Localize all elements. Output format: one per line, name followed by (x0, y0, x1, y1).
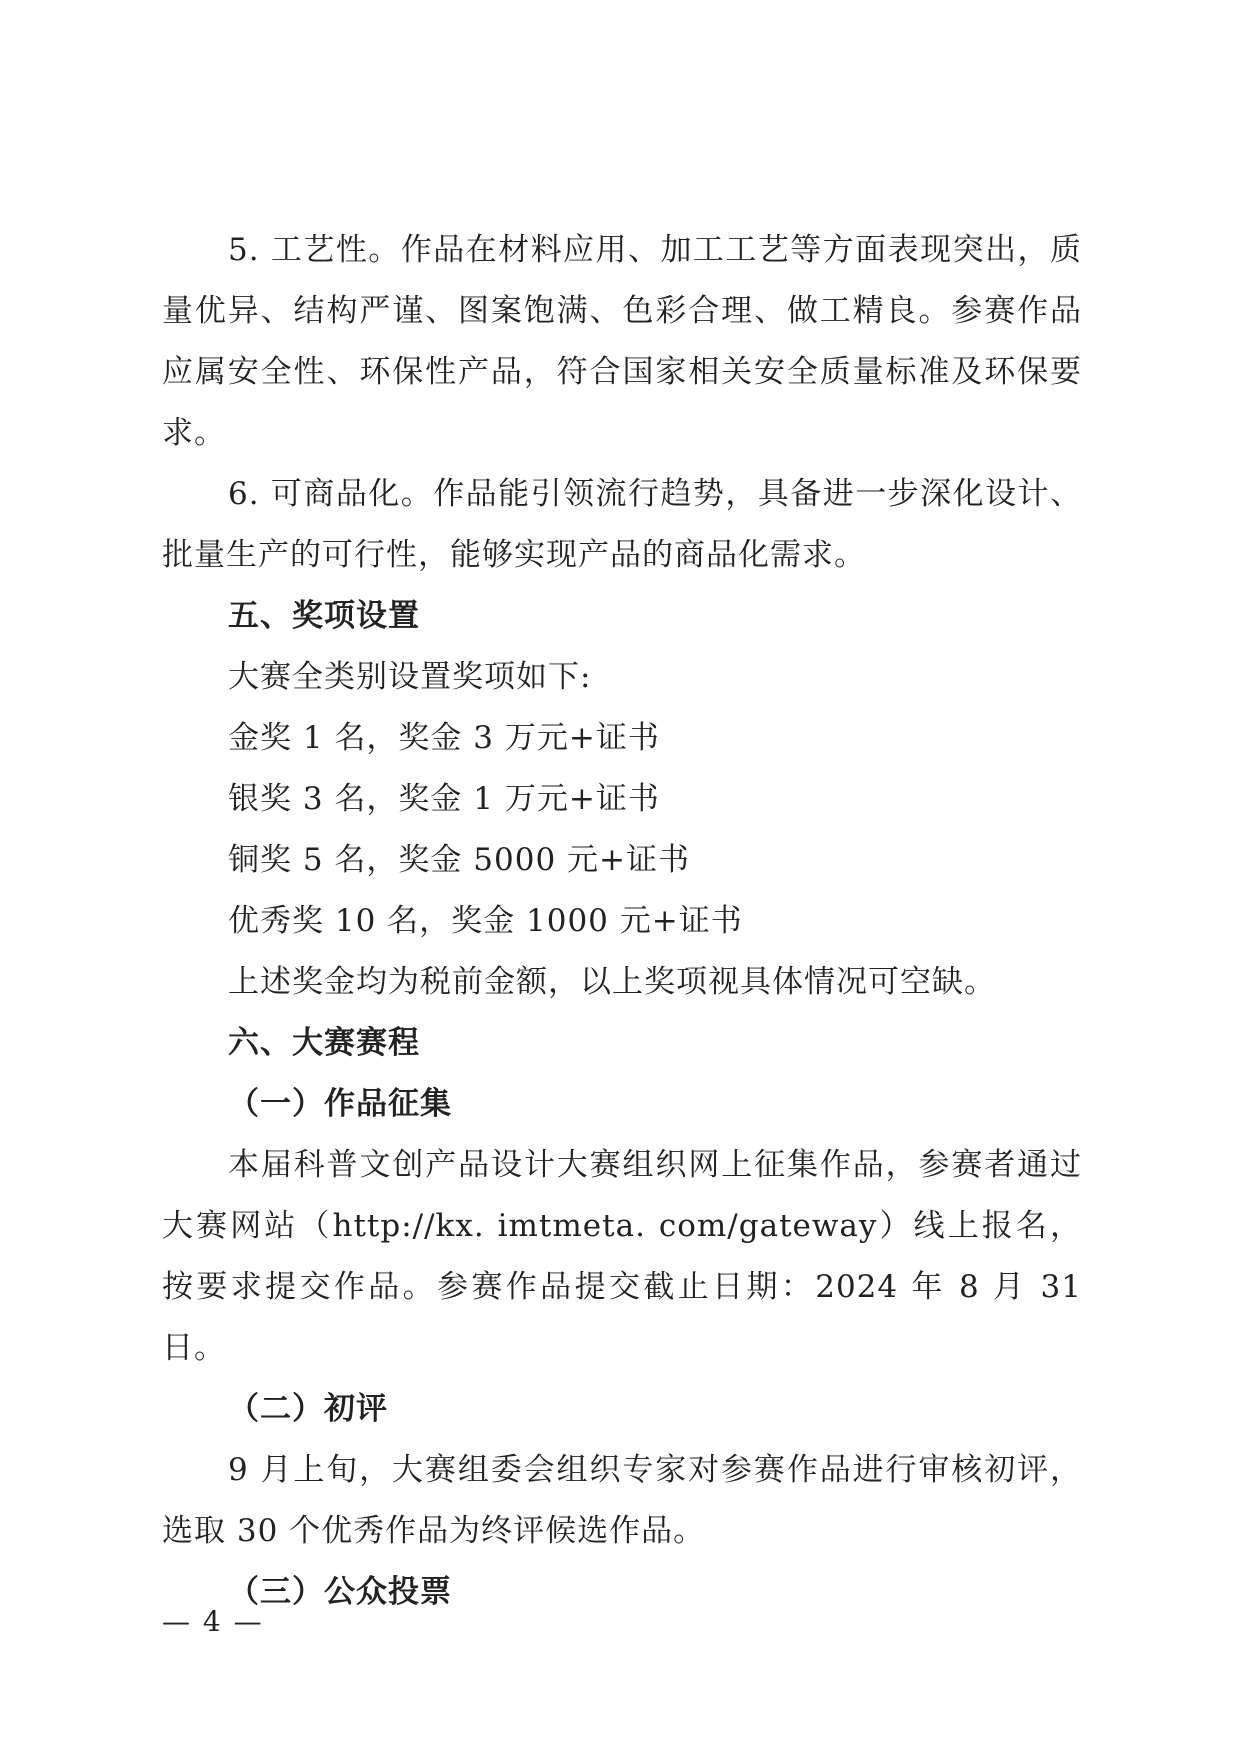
awards-note: 上述奖金均为税前金额，以上奖项视具体情况可空缺。 (228, 964, 996, 1000)
award-excellence: 优秀奖 10 名，奖金 1000 元+证书 (228, 903, 743, 939)
criteria-item-6: 6. 可商品化。作品能引领流行趋势，具备进一步深化设计、批量生产的可行性，能够实现产品的商品化需求。 (162, 476, 1082, 573)
schedule-heading: 六、大赛赛程 (228, 1025, 420, 1061)
collection-heading: （一）作品征集 (228, 1086, 452, 1122)
awards-intro: 大赛全类别设置奖项如下: (228, 659, 592, 695)
awards-heading: 五、奖项设置 (228, 598, 420, 634)
document-body (162, 220, 1082, 1623)
collection-text: 本届科普文创产品设计大赛组织网上征集作品，参赛者通过大赛网站（http://kx. imtmeta. com/gateway）线上报名，按要求提交作品。参赛作品提交截止日期：2024 年 8 月 31 日。 (162, 1147, 1082, 1366)
preliminary-heading: （二）初评 (228, 1391, 388, 1427)
page-number: — 4 — (162, 1605, 264, 1638)
award-bronze: 铜奖 5 名，奖金 5000 元+证书 (228, 842, 691, 878)
award-silver: 银奖 3 名，奖金 1 万元+证书 (228, 781, 660, 817)
preliminary-text: 9 月上旬，大赛组委会组织专家对参赛作品进行审核初评，选取 30 个优秀作品为终评候选作品。 (162, 1452, 1082, 1549)
vote-heading: （三）公众投票 (228, 1574, 452, 1610)
award-gold: 金奖 1 名，奖金 3 万元+证书 (228, 720, 660, 756)
criteria-item-5: 5. 工艺性。作品在材料应用、加工工艺等方面表现突出，质量优异、结构严谨、图案饱满、色彩合理、做工精良。参赛作品应属安全性、环保性产品，符合国家相关安全质量标准及环保要求。 (162, 232, 1082, 451)
